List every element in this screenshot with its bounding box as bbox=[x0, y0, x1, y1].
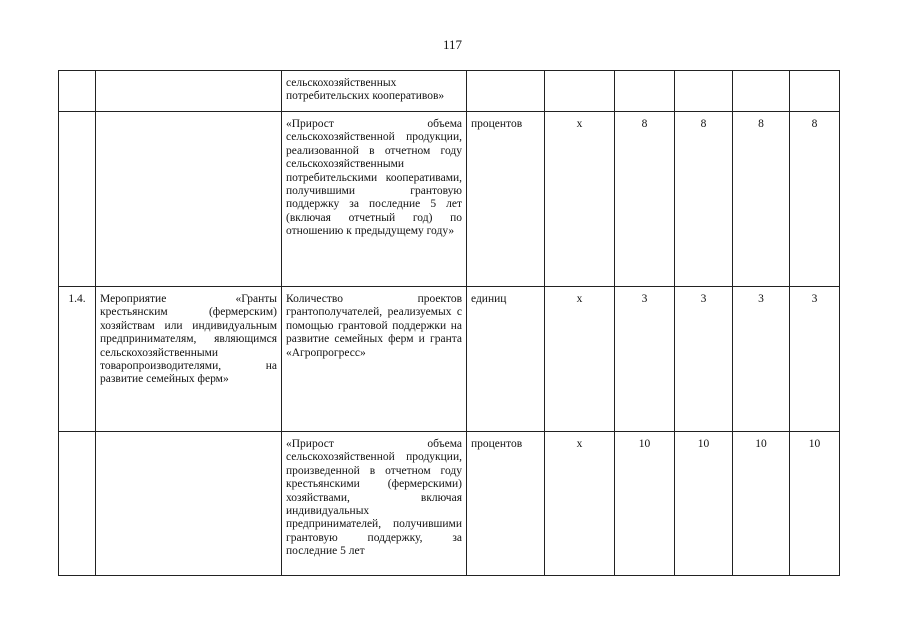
row-number-cell bbox=[59, 112, 96, 287]
row-number-cell bbox=[59, 71, 96, 112]
value-cell-3: 10 bbox=[733, 432, 790, 576]
measure-cell: Мероприятие «Гранты крестьянским (фермерским) хозяйствам или индивидуальным предпринимателям, являющимся сельскохозяйственными товаропроизводителями, на развитие семейных ферм» bbox=[96, 287, 282, 432]
value-cell-1: 3 bbox=[615, 287, 675, 432]
base-value-cell: x bbox=[545, 432, 615, 576]
table-row bbox=[59, 432, 840, 576]
base-value-cell: x bbox=[545, 287, 615, 432]
measure-cell bbox=[96, 71, 282, 112]
value-cell-3 bbox=[733, 71, 790, 112]
row-number-cell: 1.4. bbox=[59, 287, 96, 432]
indicators-table bbox=[58, 70, 840, 576]
unit-cell: процентов bbox=[467, 432, 545, 576]
indicator-cell: сельскохозяйственных потребительских кооперативов» bbox=[282, 71, 467, 112]
unit-cell bbox=[467, 71, 545, 112]
value-cell-4 bbox=[790, 71, 840, 112]
indicator-cell: «Прирост объема сельскохозяйственной продукции, произведенной в отчетном году крестьянскими (фермерскими) хозяйствами, включая индивидуальных предпринимателей, получившими грантовую поддержку, за последние 5 лет bbox=[282, 432, 467, 576]
table-row bbox=[59, 112, 840, 287]
value-cell-3: 3 bbox=[733, 287, 790, 432]
measure-cell bbox=[96, 432, 282, 576]
unit-cell: единиц bbox=[467, 287, 545, 432]
value-cell-2 bbox=[675, 71, 733, 112]
measure-cell bbox=[96, 112, 282, 287]
indicator-cell: «Прирост объема сельскохозяйственной продукции, реализованной в отчетном году сельскохозяйственными потребительскими кооперативами, получившими грантовую поддержку за последние 5 лет (включая отчетный год) по отношению к предыдущему году» bbox=[282, 112, 467, 287]
value-cell-1: 10 bbox=[615, 432, 675, 576]
row-number-cell bbox=[59, 432, 96, 576]
value-cell-4: 8 bbox=[790, 112, 840, 287]
table-row bbox=[59, 71, 840, 112]
value-cell-2: 10 bbox=[675, 432, 733, 576]
value-cell-1 bbox=[615, 71, 675, 112]
value-cell-2: 3 bbox=[675, 287, 733, 432]
indicator-cell: Количество проектов грантополучателей, реализуемых с помощью грантовой поддержки на развитие семейных ферм и гранта «Агропрогресс» bbox=[282, 287, 467, 432]
value-cell-3: 8 bbox=[733, 112, 790, 287]
value-cell-4: 3 bbox=[790, 287, 840, 432]
value-cell-2: 8 bbox=[675, 112, 733, 287]
table-row bbox=[59, 287, 840, 432]
value-cell-1: 8 bbox=[615, 112, 675, 287]
base-value-cell bbox=[545, 71, 615, 112]
page-number: 117 bbox=[442, 37, 463, 52]
value-cell-4: 10 bbox=[790, 432, 840, 576]
unit-cell: процентов bbox=[467, 112, 545, 287]
base-value-cell: x bbox=[545, 112, 615, 287]
